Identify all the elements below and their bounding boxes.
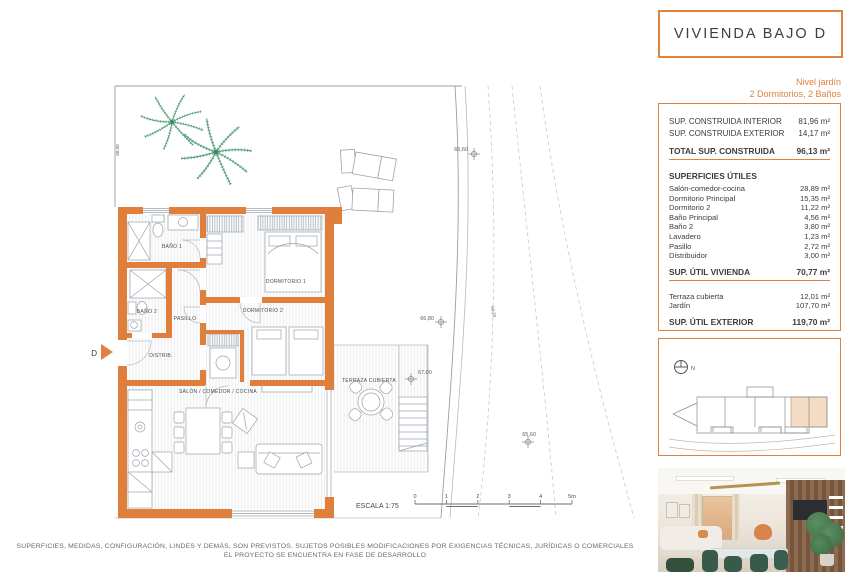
table-row-total-exterior xyxy=(669,316,830,328)
photo-shelf xyxy=(829,506,843,509)
room-label-terraza: TERRAZA CUBIERTA xyxy=(341,378,397,384)
row-label: SUP. ÚTIL VIVIENDA xyxy=(669,266,751,277)
table-row xyxy=(669,116,830,128)
title-box xyxy=(658,10,843,58)
row-label: Pasillo xyxy=(669,241,692,251)
row-label: Baño Principal xyxy=(669,212,718,222)
scale-tick-0: 0 xyxy=(413,494,417,500)
photo-shelf xyxy=(829,516,843,519)
room-label-distrib: DISTRIB. xyxy=(149,353,173,359)
level-67-00: 67,00 xyxy=(418,370,432,376)
row-label: Salón-comedor-cocina xyxy=(669,184,745,193)
scale-tick-2: 2 xyxy=(476,494,480,500)
divider xyxy=(669,330,830,331)
row-label: Terraza cubierta xyxy=(669,291,724,301)
page-title: VIVIENDA BAJO D xyxy=(673,26,828,42)
row-label: Dormitorio Principal xyxy=(669,193,736,203)
table-row xyxy=(669,184,830,194)
entrance-label: D xyxy=(91,349,97,358)
row-value: 3,80 m² xyxy=(804,222,830,232)
row-label: SUP. CONSTRUIDA EXTERIOR xyxy=(669,129,785,138)
room-label-bano2: BAÑO 2 xyxy=(136,309,158,315)
row-value: 12,01 m² xyxy=(800,291,830,301)
photo-dining-chair xyxy=(774,550,788,570)
photo-accent-chair xyxy=(754,524,772,540)
room-label-salon: SALÓN / COMEDOR / COCINA xyxy=(178,389,258,395)
room-label-bano1: BAÑO 1 xyxy=(161,244,183,250)
interior-render-photo xyxy=(658,468,845,572)
row-value: 96,13 m² xyxy=(796,146,830,156)
level-68-00: 68,00 xyxy=(115,144,120,156)
keyplan-box xyxy=(658,338,841,456)
subtitle xyxy=(658,76,841,100)
staircase xyxy=(399,397,427,451)
photo-dining-chair xyxy=(750,554,768,572)
row-value: 81,96 m² xyxy=(798,117,830,126)
sun-loungers xyxy=(336,147,397,214)
photo-throw-pillow xyxy=(698,530,708,538)
row-label: Jardín xyxy=(669,301,691,311)
room-label-dormitorio-1: DORMITORIO 1 xyxy=(265,279,307,285)
table-row xyxy=(669,203,830,213)
room-label-pasillo: PASILLO xyxy=(173,316,197,322)
table-row-total-useful xyxy=(669,266,830,278)
disclaimer xyxy=(0,542,650,560)
palm-trees-icon xyxy=(141,95,260,193)
scale-bar xyxy=(356,494,576,510)
photo-wall-art xyxy=(679,504,690,518)
subtitle-level: Nivel jardín xyxy=(795,77,841,87)
table-row xyxy=(669,222,830,232)
areas-table xyxy=(658,103,841,331)
row-label: Lavadero xyxy=(669,231,701,241)
scale-tick-3: 3 xyxy=(507,494,511,500)
level-65-60-top: 65,60 xyxy=(454,147,468,153)
photo-plant xyxy=(810,534,832,556)
keyplan-drawing xyxy=(659,339,839,454)
row-label: SUP. ÚTIL EXTERIOR xyxy=(669,316,754,327)
row-value: 3,00 m² xyxy=(804,251,830,261)
room-label-dormitorio-2: DORMITORIO 2 xyxy=(242,308,284,314)
north-arrow-icon xyxy=(675,361,688,374)
row-value: 1,23 m² xyxy=(804,231,830,241)
photo-led-strip xyxy=(676,476,734,481)
level-65-60-bottom: 65,60 xyxy=(522,432,536,438)
scale-tick-1: 1 xyxy=(444,494,448,500)
level-66-20: 66,20 xyxy=(489,305,498,318)
row-value: 28,89 m² xyxy=(800,184,830,193)
row-value: 2,72 m² xyxy=(804,241,830,251)
row-value: 14,17 m² xyxy=(798,129,830,138)
photo-curtain xyxy=(732,494,740,540)
table-row xyxy=(669,251,830,261)
table-row xyxy=(669,232,830,242)
table-row xyxy=(669,301,830,311)
level-66-80: 66,80 xyxy=(420,316,434,322)
photo-wall-art xyxy=(666,502,678,518)
row-value: 70,77 m² xyxy=(796,266,830,277)
scale-tick-4: 4 xyxy=(539,494,543,500)
row-label: TOTAL SUP. CONSTRUIDA xyxy=(669,146,775,156)
disclaimer-line-2: EL PROYECTO SE ENCUENTRA EN FASE DE DESARROLLO xyxy=(223,552,427,559)
row-label: Dormitorio 2 xyxy=(669,203,711,213)
table-row xyxy=(669,194,830,204)
keyplan-building xyxy=(669,387,835,451)
subtitle-rooms: 2 Dormitorios, 2 Baños xyxy=(749,89,841,99)
scale-label: ESCALA 1:75 xyxy=(356,503,399,510)
photo-dining-chair xyxy=(702,550,718,572)
entrance-marker xyxy=(91,344,113,360)
row-label: Distribuidor xyxy=(669,251,708,261)
table-row xyxy=(669,128,830,140)
photo-shelf xyxy=(829,496,843,499)
row-value: 15,35 m² xyxy=(800,193,830,203)
row-value: 107,70 m² xyxy=(795,301,830,311)
photo-dining-chair xyxy=(666,558,694,572)
table-row-total-constructed xyxy=(669,145,830,157)
row-label: Baño 2 xyxy=(669,222,694,232)
disclaimer-line-1: SUPERFICIES, MEDIDAS, CONFIGURACIÓN, LINDES Y DEMÁS, SON PREVISTOS, SUJETOS POSIBLES MODIFICACIONES POR EXIGENCIAS TÉCNICAS, JURÍDICAS O COMERCIALES xyxy=(16,543,634,550)
north-label: N xyxy=(691,366,695,372)
row-value: 4,56 m² xyxy=(804,212,830,222)
useful-areas-heading: SUPERFICIES ÚTILES xyxy=(669,171,757,181)
scale-tick-5: 5m xyxy=(568,494,576,500)
row-value: 119,70 m² xyxy=(792,316,830,327)
row-label: SUP. CONSTRUIDA INTERIOR xyxy=(669,117,782,126)
table-row xyxy=(669,292,830,302)
photo-dining-chair xyxy=(724,556,742,572)
photo-plant-pot xyxy=(820,554,834,566)
table-row xyxy=(669,213,830,223)
row-value: 11,22 m² xyxy=(800,203,830,213)
table-row xyxy=(669,242,830,252)
